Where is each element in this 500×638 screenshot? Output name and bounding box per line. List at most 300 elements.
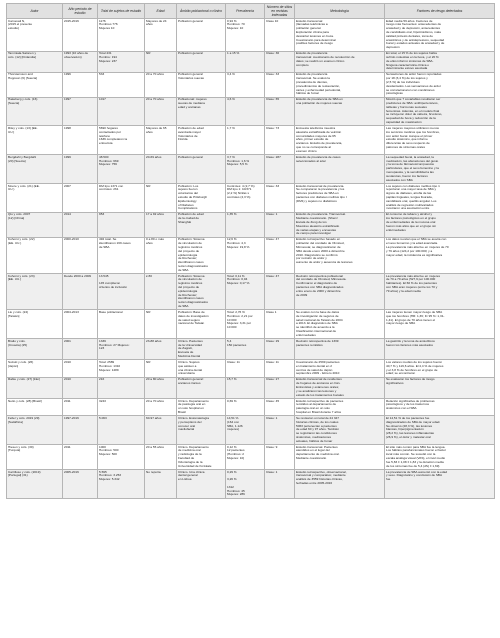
table-row	[7, 155, 495, 184]
cell-prevalence	[226, 274, 265, 310]
cell-line: reportaron una mayor tasa de SBA y	[386, 187, 437, 192]
cell-line: 17 a 92 años	[146, 212, 164, 217]
cell-line: Estudio transversal de prevalencia.	[296, 183, 345, 188]
cell-line: Clase: 29	[266, 338, 280, 343]
header-sample-size: Total de sujetos de estudio	[98, 4, 145, 19]
cell-scope	[177, 274, 226, 310]
cell-line: epidemiología	[178, 252, 198, 257]
cell-line: de salud seguro	[178, 317, 201, 322]
cell-line: papilas linguales, lengua fisurada,	[386, 194, 433, 199]
cell-line: Total 431	[99, 51, 112, 56]
cell-line: (2015 el presente	[8, 22, 33, 27]
cell-line: asociados con SBA	[386, 177, 413, 182]
cell-line: Mujeres: 10)	[227, 456, 245, 461]
table-header	[7, 4, 495, 19]
cell-line: años	[146, 241, 153, 246]
cell-prevalence	[226, 72, 265, 97]
cell-year	[63, 126, 98, 155]
cell-age	[145, 416, 177, 445]
cell-sample-size	[98, 310, 145, 339]
cell-line: Ninguna característica clínica o	[386, 62, 429, 67]
cell-line: 2001	[64, 338, 71, 343]
table-row	[7, 377, 495, 398]
cell-line: Clase: 9	[266, 444, 278, 449]
cell-line: nacional de Taiwán	[178, 321, 205, 326]
cell-index-sites	[265, 237, 295, 273]
cell-line: una clínica dental	[178, 367, 203, 372]
cell-line: Población general	[178, 72, 203, 77]
table-row	[7, 97, 495, 126]
cell-sample-size	[98, 470, 145, 499]
cell-risk-factors	[385, 339, 495, 360]
cell-line: Estudio de prevalencia	[296, 51, 328, 56]
cell-line: Facultad de	[178, 456, 195, 461]
cell-line: Mujeres: 237	[99, 58, 117, 63]
cell-risk-factors	[385, 184, 495, 213]
cell-line: observación)	[64, 54, 82, 59]
cell-sample-size	[98, 19, 145, 52]
cell-line: Medicina Dental	[178, 354, 201, 358]
cell-line: Clase 1	[266, 310, 277, 315]
cell-line: Hombres: 3.253	[99, 473, 122, 478]
cell-line: de la Universidad	[178, 342, 202, 347]
cell-line: 13.545	[99, 273, 109, 278]
cell-line: diferencias de sexo respecto de	[386, 141, 430, 146]
cell-year	[63, 19, 98, 52]
cell-line: Clínico. Estomatología	[178, 415, 209, 420]
cell-line: Estudio transversal. Pacientes	[296, 444, 338, 449]
cell-line: de la ciudad de	[178, 216, 199, 221]
cell-line: transversal: cuestionario de recolección de	[296, 54, 355, 59]
cell-line: transversal. Se evaluó la	[296, 76, 330, 81]
table-row	[7, 398, 495, 415]
cell-line: Los datos revelan que el SBA se asocia con	[386, 237, 447, 242]
cell-line: Mujeres: 500	[99, 452, 117, 457]
cell-line: (20) [Suecia]	[8, 158, 26, 163]
cell-line: 3,7 %	[227, 154, 235, 159]
cell-line: suecas de mediana	[178, 101, 205, 106]
cell-age	[145, 377, 177, 398]
cell-line: en tratamiento dental en 2	[296, 363, 332, 368]
header-scope: Ámbito poblacional o clínico	[177, 4, 226, 19]
cell-line: atendidos en el lugar del	[296, 448, 330, 453]
table-row	[7, 310, 495, 339]
cell-line: sustancias, fueron los factores	[386, 173, 428, 178]
cell-line: edad y ancianas	[178, 104, 201, 109]
cell-line: Clase: 65	[266, 97, 280, 102]
cell-scope	[177, 184, 226, 213]
cell-prevalence	[226, 470, 265, 499]
cell-line: 2014	[64, 212, 71, 217]
cell-line: NR	[146, 310, 151, 315]
cell-line: a 2013. El diagnóstico de SBA	[296, 321, 338, 326]
cell-line: depresión	[386, 45, 400, 50]
table-row	[7, 212, 495, 237]
cell-risk-factors	[385, 155, 495, 184]
table-row	[7, 360, 495, 377]
cell-line: pacientes remitidos	[296, 342, 323, 347]
cell-prevalence	[226, 360, 265, 377]
cell-age	[145, 398, 177, 415]
cell-line: estudio)	[8, 26, 20, 31]
cell-prevalence	[226, 237, 265, 273]
cell-line: en Lisboa	[178, 477, 192, 482]
cell-line: Estudio transversal	[296, 18, 323, 23]
cell-line: (DM1) y sujetos no diabéticos	[296, 198, 337, 203]
cell-line: conocer oral	[178, 423, 196, 428]
cell-line: por 18 (3,4 %) de los sujetos y	[386, 76, 428, 81]
cell-line: se correlacionaron con condiciones	[386, 87, 435, 92]
cell-line: y sexo. Diagnóstico y conclusión de SBA	[386, 473, 443, 478]
cell-line: controles: 261	[99, 187, 119, 192]
cell-prevalence	[226, 184, 265, 213]
cell-line: 1999	[64, 154, 71, 159]
cell-sample-size	[98, 126, 145, 155]
table-row	[7, 51, 495, 72]
cell-line: datos de investigación	[178, 313, 209, 318]
cell-sample-size	[98, 377, 145, 398]
cell-line: Escala de Zung de los	[296, 219, 327, 224]
header-methodology: Metodología	[295, 4, 385, 19]
cell-age	[145, 445, 177, 470]
cell-line: El 14,51 % de los pacientes fue	[386, 415, 430, 420]
cell-age	[145, 97, 177, 126]
cell-line: y la toma de fármacos/compuestos	[386, 162, 434, 167]
cell-line: 2011	[64, 398, 71, 403]
cell-line: de vinculación de	[178, 241, 202, 246]
cell-line: 20 a 70 años	[146, 72, 164, 77]
cell-line: 0,12 %	[227, 444, 237, 449]
cell-line: psicológicos y de los trastornos	[386, 402, 429, 407]
cell-line: Hombres: 1,6 %	[227, 158, 250, 163]
cell-line: [Suecia]	[8, 101, 20, 106]
cell-line: Clase: 47	[266, 237, 280, 242]
cell-line: septiembre 2009 - febrero 2010	[296, 371, 340, 376]
cell-line: Hombres 776	[99, 22, 118, 27]
cell-line: 1339	[99, 338, 106, 343]
cell-scope	[177, 237, 226, 273]
cell-sample-size	[98, 237, 145, 273]
cell-line: 1636 completaron la	[99, 137, 128, 142]
cell-line: mayor riesgo de SBA	[386, 321, 416, 326]
cell-line: [EE. UU.]	[8, 277, 21, 282]
cell-line: escala análoga visual (VAS), el nivel medio	[386, 456, 446, 461]
cell-line: Odontología de la	[178, 459, 203, 464]
cell-line: un solo hospital en	[178, 406, 204, 411]
cell-line: enfermedades	[386, 227, 406, 232]
cell-line: 20-69 años	[146, 154, 162, 159]
cell-author	[7, 360, 63, 377]
cell-prevalence	[226, 445, 265, 470]
cell-line: identificaron 169 casos	[99, 241, 131, 246]
cell-line: población general.	[296, 26, 322, 31]
cell-line: el sexo femenino y la edad avanzada.	[386, 241, 438, 246]
cell-line: Riley y cols. (13) [EE.	[8, 126, 38, 131]
cell-index-sites	[265, 339, 295, 360]
cell-line: epidemiología	[178, 288, 198, 293]
cell-line: blancas, hiperpigmentación	[386, 427, 424, 432]
cell-line: 1,41). El grupo de 70 años tienen el	[386, 317, 436, 322]
cell-age	[145, 19, 177, 52]
cell-methodology	[295, 51, 385, 72]
cell-line: Mayores de 65	[146, 126, 167, 131]
cell-author	[7, 184, 63, 213]
cell-methodology	[295, 470, 385, 499]
cell-line: 12,6 %	[227, 237, 237, 242]
cell-line: Qiu y cols. 2007	[8, 212, 31, 217]
cell-line: de Rochester;	[178, 256, 198, 261]
cell-line: UU.]	[8, 129, 15, 134]
cell-line: Los valores medios de los sujetos fueron	[386, 359, 443, 364]
cell-author	[7, 398, 63, 415]
cell-year	[63, 445, 98, 470]
cell-line: Carrilloso y cols. (2019)	[8, 469, 41, 474]
cell-line: estudio de Pittsburgh	[178, 194, 208, 199]
cell-age	[145, 339, 177, 360]
cell-line: Mostró que 7 covariables resultaron ser	[386, 97, 441, 102]
cell-line: Población general:	[178, 377, 204, 382]
cell-line: Clínico. Pacientes	[178, 338, 203, 343]
cell-risk-factors	[385, 237, 495, 273]
cell-risk-factors	[385, 445, 495, 470]
cell-index-sites	[265, 445, 295, 470]
cell-line: pacientes con SBA diagnosticados	[296, 285, 344, 290]
cell-line: Escuela de	[178, 350, 194, 355]
cell-sample-size	[98, 398, 145, 415]
cell-line: (llamadas telefónicas a	[296, 22, 328, 27]
cell-index-sites	[265, 19, 295, 52]
cell-line: Estudio de prevalencia. Transversal.	[296, 212, 346, 217]
cell-line: seleccionados al azar	[296, 158, 326, 163]
cell-methodology	[295, 274, 385, 310]
cell-line: con SBA eran mujeres (entre los 70 y	[386, 285, 438, 290]
cell-line: Hombres: 70	[227, 22, 245, 27]
cell-line: identificaron casos	[178, 296, 204, 301]
cell-line: transversal y comparativo; mediante	[296, 473, 346, 478]
cell-line: Complications	[178, 206, 198, 211]
cell-line: ansiolíticos y de antidepresivos, sequedad	[386, 37, 445, 42]
cell-author	[7, 19, 63, 52]
cell-line: El sitio más común para SBA fue la lengua.	[386, 444, 446, 449]
cell-line: que no se corresponde al	[296, 145, 331, 150]
cell-line: identificaron casos	[178, 260, 204, 265]
cell-line: sistémicas, medicaciones	[296, 434, 332, 439]
cell-line: 0,94 %	[227, 18, 237, 23]
header-year: Año período de estudio	[63, 4, 98, 19]
cell-year	[63, 310, 98, 339]
cell-line: de investigación de seguros de	[296, 313, 339, 318]
cell-line: Hombres: 669	[99, 158, 119, 163]
cell-author	[7, 377, 63, 398]
cell-line: [Japón]	[8, 363, 19, 368]
cell-year	[63, 72, 98, 97]
cell-methodology	[295, 377, 385, 398]
cell-line: Base poblacional	[99, 310, 123, 315]
cell-index-sites	[265, 377, 295, 398]
cell-line: signos de diabetes, atrofia de las	[386, 191, 432, 196]
cell-index-sites	[265, 310, 295, 339]
cell-risk-factors	[385, 126, 495, 155]
cell-line: Brasil	[178, 409, 186, 414]
cell-line: de SBA	[178, 304, 189, 309]
cell-line: y se analizaron las lesiones y	[296, 388, 337, 393]
cell-line: Población general	[178, 51, 203, 56]
cell-line: 10 000	[227, 325, 237, 330]
cell-line: 20 a 70 años	[146, 398, 164, 403]
cell-line: (2,2 %) Ninfas s	[227, 191, 250, 196]
cell-line: La prevalencia más alta fue en mujeres de 70	[386, 244, 449, 249]
cell-line: DM tipo 1: 10/371	[227, 187, 252, 192]
cell-line: ≥ 80	[146, 273, 152, 278]
cell-line: aumento de ardor y ausencia de lesiones	[296, 260, 353, 265]
cell-line: 2010	[64, 377, 71, 382]
cell-year	[63, 97, 98, 126]
cell-line: 533	[99, 72, 105, 77]
cell-scope	[177, 212, 226, 237]
cell-line: Controles: 4 (2,7 %)	[227, 183, 255, 188]
cell-line: contactados por	[99, 129, 122, 134]
cell-methodology	[295, 126, 385, 155]
evidence-table	[6, 3, 495, 499]
cell-line: 1993 (10 años de	[64, 51, 89, 56]
cell-line: Mujeres: 5.342	[99, 477, 120, 482]
cell-line: Clase: 1	[266, 415, 278, 420]
cell-line: 3243	[99, 398, 106, 403]
cell-line: hábitos de fumar	[296, 91, 320, 96]
cell-sample-size	[98, 360, 145, 377]
cell-line: Clase: 33	[266, 72, 280, 77]
cell-line: tabletas y hormonas sexuales	[386, 104, 427, 109]
cell-line: y 79 años (124,2 por 100.000; y a	[386, 248, 433, 253]
cell-risk-factors	[385, 274, 495, 310]
cell-line: sequedad de boca y reducción de la	[386, 116, 436, 121]
table-row	[7, 237, 495, 273]
cell-index-sites	[265, 212, 295, 237]
cell-sample-size	[98, 416, 145, 445]
cell-line: [Taiwán]	[8, 313, 20, 318]
cell-line: Estudio transversal de residentes	[296, 377, 342, 382]
cell-line: registros médicos	[178, 281, 203, 286]
cell-line: Se evaluaron los factores de riesgo	[386, 377, 435, 382]
cell-line: posibles factores de riesgo	[296, 41, 333, 46]
cell-risk-factors	[385, 377, 495, 398]
cell-line: 15,7 %	[227, 377, 237, 382]
cell-line: Se revisaron un total de 24 347	[296, 415, 339, 420]
cell-line: del proyecto de	[178, 285, 200, 290]
cell-age	[145, 310, 177, 339]
cell-line: 48.500	[99, 154, 109, 159]
cell-prevalence	[226, 19, 265, 52]
table-row	[7, 339, 495, 360]
cell-line: Edad media 59 años. Factores de	[386, 18, 433, 23]
header-index-sites: Número de sitios en revistas indexadas	[265, 4, 295, 19]
cell-line: significativos	[386, 381, 404, 386]
cell-line: 2000-2010	[64, 237, 79, 242]
cell-line: Clase: 27	[266, 377, 280, 382]
cell-risk-factors	[385, 97, 495, 126]
cell-line: Estudio de prevalencia de SBA en	[296, 97, 343, 102]
cell-line: Mujeres: 3,31 por	[227, 321, 252, 326]
cell-index-sites	[265, 416, 295, 445]
cell-line: 1176	[99, 18, 106, 23]
cell-risk-factors	[385, 416, 495, 445]
cell-author	[7, 274, 63, 310]
cell-line: Estudio retrospectivo, observacional,	[296, 469, 347, 474]
cell-line: caries y enfermedad periodontal,	[296, 87, 342, 92]
cell-line: Clase: 11	[266, 359, 279, 364]
cell-scope	[177, 72, 226, 97]
cell-age	[145, 51, 177, 72]
cell-line: Brailo y cols.	[8, 338, 26, 343]
cell-line: Hombres: 45	[227, 488, 245, 493]
cell-methodology	[295, 237, 385, 273]
table-row	[7, 416, 495, 445]
cell-line: por revisión de ardor y	[296, 256, 327, 261]
cell-line: bucal y estados actuales de ansiedad y de	[386, 41, 445, 46]
cell-line: Kohorst y cols. (22)	[8, 237, 35, 242]
cell-methodology	[295, 212, 385, 237]
cell-line: Clase: 73	[266, 126, 280, 131]
cell-year	[63, 212, 98, 237]
cell-line: Los hábitos parafuncionales fueron el factor	[386, 448, 447, 453]
cell-line: Universidad de Kırıkkale	[178, 463, 212, 468]
cell-line: con ardor bucal. Aunque el primer	[386, 133, 433, 138]
cell-line: Epidemiology	[178, 198, 197, 203]
cell-line: del proyecto de	[178, 248, 200, 253]
cell-line: Población general	[178, 18, 203, 23]
cell-line: sufrido molestias en la boca, y el 20 %	[386, 54, 439, 59]
cell-author	[7, 310, 63, 339]
cell-line: Clínico. Departamento	[178, 444, 209, 449]
cell-line: Moore y cols. (21) (EE.	[8, 183, 40, 188]
cell-line: centros de salud de Japón	[296, 367, 333, 372]
cell-line: criterios de inclusión	[99, 285, 128, 290]
cell-prevalence	[226, 51, 265, 72]
cell-methodology	[295, 445, 385, 470]
cell-line: Clase 10	[266, 18, 279, 23]
cell-methodology	[295, 184, 385, 213]
cell-line: Población de edad	[178, 212, 204, 217]
cell-line: Hombres: 4,3	[227, 241, 246, 246]
cell-line: Tammiala-Salonen y	[8, 51, 37, 56]
cell-line: 20 a 80 años	[146, 377, 164, 382]
cell-index-sites	[265, 360, 295, 377]
cell-line: Voluntarios de	[178, 133, 198, 138]
cell-year	[63, 155, 98, 184]
cell-line: fue 5,83 ± 1,08 ± 1,83 y la duración media	[386, 459, 444, 464]
cell-age	[145, 360, 177, 377]
header-row	[7, 4, 495, 19]
cell-line: Población: Base de	[178, 310, 205, 315]
cell-line: [Turquía]	[8, 448, 21, 453]
cell-line: examen clínico	[296, 148, 317, 153]
cell-line: Mediante cuestionario	[296, 456, 327, 461]
cell-line: calidad prótesis dentales, toma de	[386, 33, 433, 38]
cell-line: historias clínicas, de los cuales	[296, 419, 339, 424]
cell-scope	[177, 126, 226, 155]
cell-line: Clínico. Una clínica	[178, 469, 205, 474]
cell-index-sites	[265, 470, 295, 499]
cell-line: Muestreo aleatorio estratificado	[296, 223, 340, 228]
cell-line: años	[146, 129, 153, 134]
cell-line: particulares, que el sexo femenino y la	[386, 166, 439, 171]
cell-prevalence	[226, 398, 265, 415]
cell-prevalence	[226, 155, 265, 184]
cell-line: menopausia, y la sensibilidad a las	[386, 170, 434, 175]
cell-scope	[177, 310, 226, 339]
cell-line: prevalencia de dientes,	[296, 79, 328, 84]
cell-line: desdentados. Las sensaciones de ardor	[386, 83, 441, 88]
